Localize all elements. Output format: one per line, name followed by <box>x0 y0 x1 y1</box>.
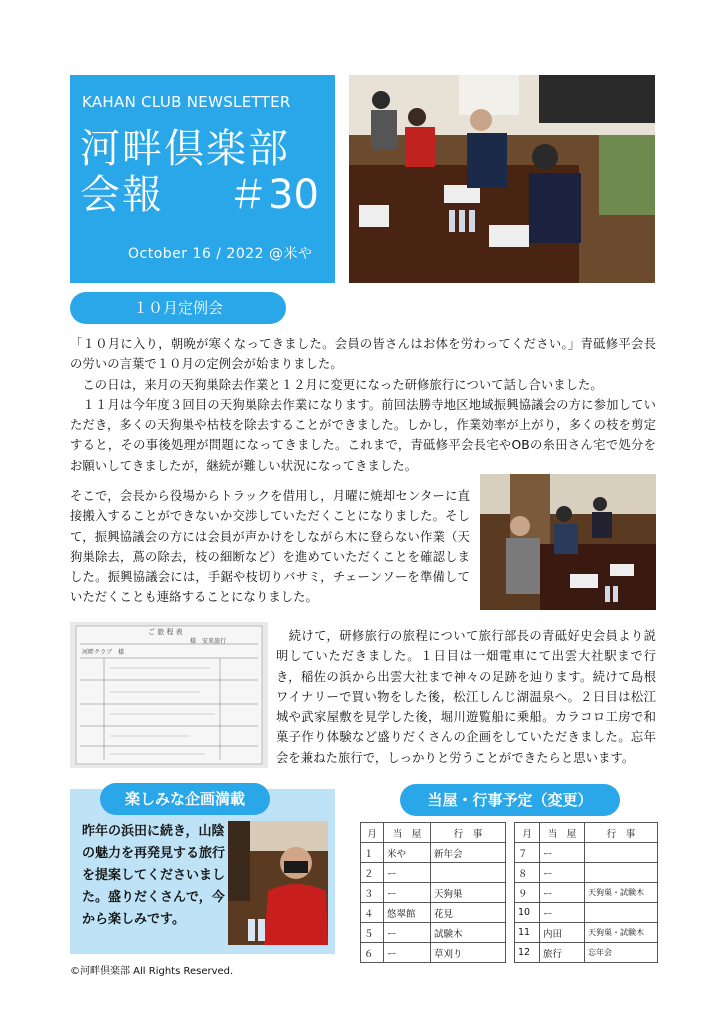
paragraph-2: この日は，来月の天狗巣除去作業と１２月に変更になった研修旅行について話し合いました。 <box>70 377 603 392</box>
itinerary-doc-label: 河畔クラブ 様 <box>82 649 125 656</box>
paragraph-travel: 続けて，研修旅行の旅程について旅行部長の青砥好史会員より説明していただきました。１日目は一畑電車にて出雲大社駅まで行き，稲佐の浜から出雲大社まで神々の足跡を辿ります。続けて島根ワイナリーで買い物をした後，松江しんじ湖温泉へ。２日目は松江城や武家屋敷を見学した後，堀川遊覧船に乗船。カラコロ工房で和菓子作り体験など盛りだくさんの企画をしていただきました。忘年会を兼ねた旅行で，しっかりと労うことができたらと思います。 <box>276 629 656 765</box>
highlight-text: 昨年の浜田に続き，山陰の魅力を再発見する旅行を提案してくださいました。盛りだくさんで，今から楽しみです。 <box>82 824 226 927</box>
table-row: ２ ー <box>361 863 506 883</box>
article-body <box>70 334 656 476</box>
japanese-title-line2: 会報 <box>80 172 164 218</box>
itinerary-doc-subtitle: 様 安来旅行 <box>190 638 227 645</box>
table-row: 10 ー <box>515 903 658 923</box>
col-host: 当 屋 <box>540 823 585 843</box>
section-title-schedule: 当屋・行事予定（変更） <box>400 784 620 816</box>
table-row: ９ ー 天狗巣・試験木 <box>515 883 658 903</box>
japanese-title: 河畔倶楽部 <box>80 126 290 172</box>
table-row: ５ ー 試験木 <box>361 923 506 943</box>
schedule-table-right <box>514 822 658 963</box>
highlight-box <box>70 789 335 954</box>
paragraph-3: １１月は今年度３回目の天狗巣除去作業になります。前回法勝寺地区地域振興協議会の方に参加していただき，多くの天狗巣や枯枝を除去することができました。しかし，作業効率が上がり，多くの枝を剪定すると，その事後処理が問題になってきました。これまで，青砥修平会長宅やOBの糸田さん宅で処分をお願いしてきましたが，継続が難しい状況になってきました。 <box>70 397 656 473</box>
section-title-october-meeting: １０月定例会 <box>70 292 286 324</box>
col-month: 月 <box>515 823 540 843</box>
meeting-photo-top <box>349 75 655 283</box>
english-title: KAHAN CLUB NEWSLETTER <box>82 93 291 111</box>
schedule-table-left <box>360 822 506 963</box>
member-photo <box>228 821 328 945</box>
table-row: ４ 悠翠館 花見 <box>361 903 506 923</box>
section-title-fun-plans: 楽しみな企画満載 <box>100 783 270 815</box>
table-row: ３ ー 天狗巣 <box>361 883 506 903</box>
itinerary-document-image <box>70 622 268 768</box>
issue-number: ＃30 <box>228 172 319 218</box>
masthead <box>70 75 335 283</box>
col-host: 当 屋 <box>384 823 431 843</box>
itinerary-doc-title: ご 旅 程 表 <box>148 628 183 636</box>
table-row: １ 米や 新年会 <box>361 843 506 863</box>
table-row: ８ ー <box>515 863 658 883</box>
table-row: ７ ー <box>515 843 658 863</box>
copyright: ©河畔倶楽部 All Rights Reserved. <box>70 966 234 977</box>
col-event: 行 事 <box>431 823 506 843</box>
meeting-photo-middle <box>480 474 656 610</box>
table-row: ６ ー 草刈り <box>361 943 506 963</box>
issue-date: October 16 / 2022 @米や <box>128 246 313 262</box>
paragraph-1: 「１０月に入り，朝晩が寒くなってきました。会員の皆さんはお体を労わってください。」青砥修平会長の労いの言葉で１０月の定例会が始まりました。 <box>70 337 656 372</box>
col-event: 行 事 <box>585 823 658 843</box>
col-month: 月 <box>361 823 384 843</box>
paragraph-4: そこで，会長から役場からトラックを借用し，月曜に焼却センターに直接搬入することができないか交渉していただくことになりました。そして，振興協議会の方には会員が声かけをしながら木に登らない作業（天狗巣除去，蔦の除去，枝の細断など）を進めていただくことを確認しました。振興協議会には，手鋸や枝切りバサミ，チェーンソーを準備していただくことも連絡することになりました。 <box>70 489 470 605</box>
table-row: 12 旅行 忘年会 <box>515 943 658 963</box>
table-row: 11 内田 天狗巣・試験木 <box>515 923 658 943</box>
